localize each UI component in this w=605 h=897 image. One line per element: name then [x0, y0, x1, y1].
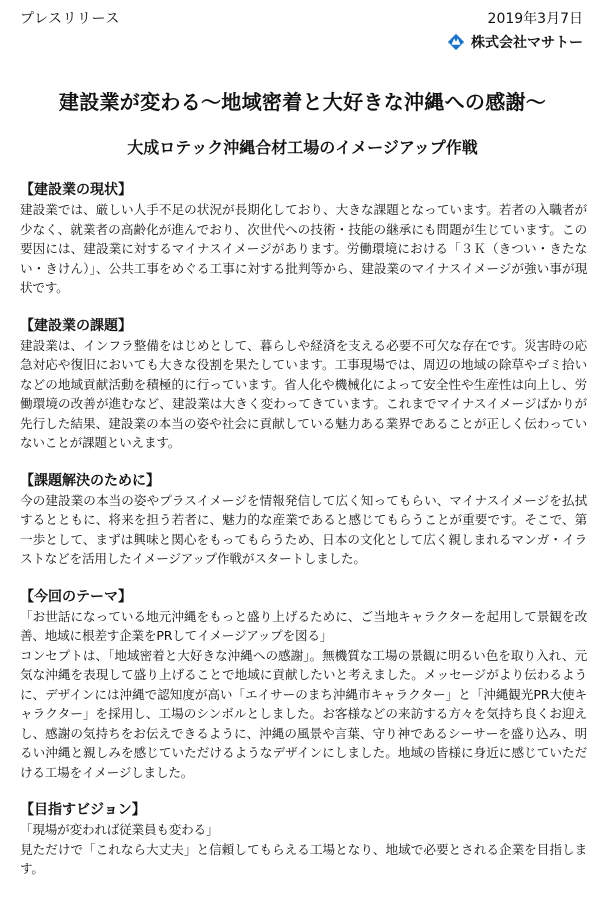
section-paragraph: 今の建設業の本当の姿やプラスイメージを情報発信して広く知ってもらい、マイナスイメージを払拭するとともに、将来を担う若者に、魅力的な産業であると感じてもらうことが重要です。そこで、第一歩として、まずは興味と関心をもってもらうため、日本の文化として広く親しまれるマンガ・イラストなどを活用したイメージアップ作戦がスタートしました。 — [20, 492, 587, 566]
section-paragraph: 建設業は、インフラ整備をはじめとして、暮らしや経済を支える必要不可欠な存在です。災害時の応急対応や復旧においても大きな役割を果たしています。工事現場では、周辺の地域の除草やゴミ拾いなどの地域貢献活動を積極的に行っています。省人化や機械化によって安全性や生産性は向上し、労働環境の改善が進むなど、建設業は大きく変わってきています。これまでマイナスイメージばかりが先行した結果、建設業の本当の姿や社会に貢献している魅力ある業界であることが正しく伝わっていないことが課題といえます。 — [20, 337, 587, 450]
section-heading: 【目指すビジョン】 — [20, 802, 146, 818]
section-theme — [20, 587, 587, 783]
company-logo-icon — [447, 33, 465, 51]
section-paragraph: コンセプトは、「地域密着と大好きな沖縄への感謝」。無機質な工場の景観に明るい色を取り入れ、元気な沖縄を表現して盛り上げることで地域に貢献したいと考えました。メッセージがより伝わるように、デザインには沖縄で認知度が高い「エイサーのまち沖縄市キャラクター」と「沖縄観光PR大使キャラクター」を採用し、工場のシンボルとしました。お客様などの来訪する方々を気持ち良くお迎えし、感謝の気持ちをお伝えできるように、沖縄の風景や言葉、守り神であるシーサーを盛り込み、明るい沖縄と親しみを感じていただけるようなデザインにしました。地域の皆様に身近に感じていただける工場をイメージしました。 — [20, 647, 587, 780]
section-current-status — [20, 180, 587, 298]
press-release-label: プレスリリース — [20, 11, 120, 27]
section-heading: 【建設業の課題】 — [20, 317, 132, 334]
release-date: 2019年3月7日 — [487, 11, 583, 27]
section-paragraph: 建設業では、厳しい人手不足の状況が長期化しており、大きな課題となっています。若者の入職者が少なく、就業者の高齢化が進んでおり、次世代への技術・技能の継承にも問題が生じています。この要因には、建設業に対するマイナスイメージがあります。労働環境における「３Ｋ（きつい・きたない・きけん）」、公共工事をめぐる工事に対する批判等から、建設業のマイナスイメージが強い事が現状です。 — [20, 202, 587, 295]
section-heading: 【今回のテーマ】 — [20, 588, 132, 605]
company-name: 株式会社マサトー — [471, 35, 583, 51]
section-issues — [20, 316, 587, 453]
section-paragraph: 見ただけで「これなら大丈夫」と信頼してもらえる工場となり、地域で必要とされる企業を目指します。 — [20, 841, 587, 876]
section-paragraph: 「お世話になっている地元沖縄をもっと盛り上げるために、ご当地キャラクターを起用して景観を改善、地域に根差す企業をPRしてイメージアップを図る」 — [20, 608, 587, 643]
section-solution — [20, 471, 587, 569]
document-body — [20, 180, 587, 897]
company-block — [447, 32, 583, 52]
section-paragraph: 「現場が変われば従業員も変わる」 — [20, 822, 219, 837]
section-heading: 【建設業の現状】 — [20, 182, 132, 198]
section-vision — [20, 800, 587, 879]
page-subtitle: 大成ロテック沖縄合材工場のイメージアップ作戦 — [127, 138, 478, 157]
section-heading: 【課題解決のために】 — [20, 472, 160, 489]
page-title: 建設業が変わる～地域密着と大好きな沖縄への感謝～ — [58, 90, 547, 114]
